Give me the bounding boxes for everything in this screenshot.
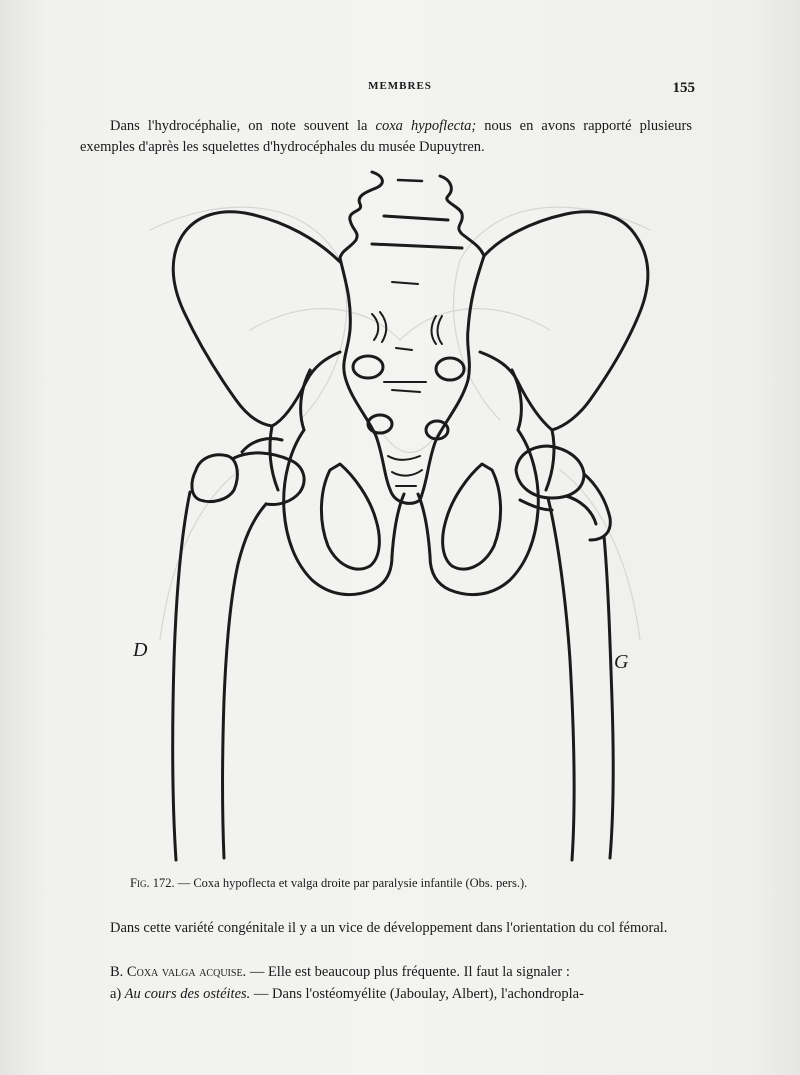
pelvis-illustration xyxy=(0,160,800,875)
section-heading: B. Coxa valga acquise. xyxy=(110,964,247,980)
paragraph-variete-congenitale: Dans cette variété congénitale il y a un vice de développement dans l'orientation du col fémoral. xyxy=(110,920,668,936)
paragraph-1-text-start: Dans l'hydrocéphalie, on note souvent la xyxy=(110,118,376,134)
page-number: 155 xyxy=(672,80,695,96)
paragraph-hydrocephalie xyxy=(80,116,692,158)
left-femur xyxy=(516,446,613,860)
left-ischium-pubis xyxy=(418,430,554,595)
paragraph-osteites xyxy=(110,984,692,1005)
figure-number: Fig. 172. xyxy=(130,876,175,890)
paragraph-3-text: — Elle est beaucoup plus fréquente. Il faut la signaler : xyxy=(246,964,570,980)
lumbar-spine xyxy=(340,172,484,258)
figure-label-g: G xyxy=(614,651,629,673)
paragraph-4-italic: Au cours des ostéites. xyxy=(121,986,251,1002)
right-ilium xyxy=(173,212,340,430)
sacral-foramina xyxy=(353,356,464,439)
figure-caption xyxy=(130,876,710,891)
right-femur xyxy=(173,439,304,861)
running-title: MEMBRES xyxy=(368,80,432,92)
left-ilium xyxy=(480,212,648,430)
show-through-shadow xyxy=(150,207,650,640)
right-ischium-pubis xyxy=(270,426,404,595)
list-marker: a) xyxy=(110,986,122,1002)
paragraph-1-emphasis: coxa hypoflecta; xyxy=(375,118,477,134)
paragraph-1-text-end: nous en avons rapporté plusieurs exemples d'après les squelettes d'hydrocéphales du musée Dupuytren. xyxy=(80,118,693,155)
figure-label-d: D xyxy=(133,639,148,661)
paragraph-4-text: — Dans l'ostéomyélite (Jaboulay, Albert), l'achondropla- xyxy=(250,986,584,1002)
figure-caption-text: — Coxa hypoflecta et valga droite par paralysie infantile (Obs. pers.). xyxy=(174,876,528,890)
paragraph-coxa-valga-acquise xyxy=(110,962,692,983)
sacrum xyxy=(340,256,484,503)
